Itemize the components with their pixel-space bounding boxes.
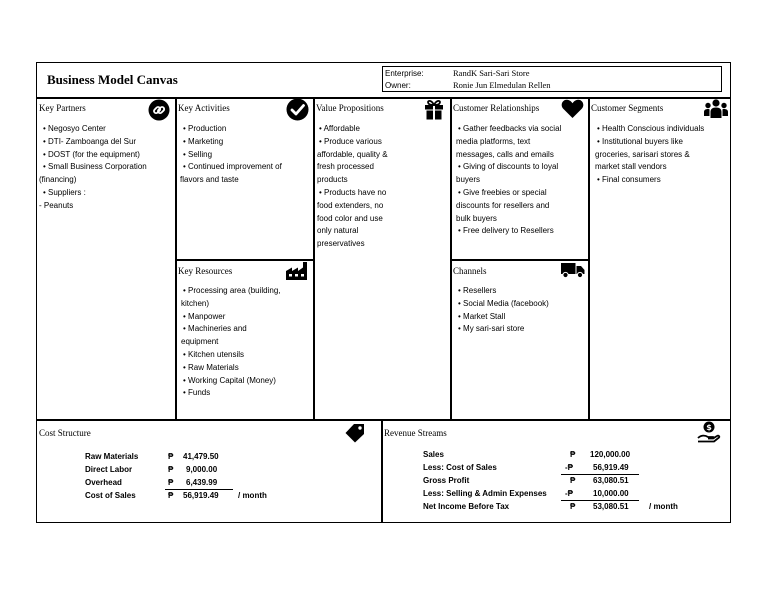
list-item: • Selling	[183, 149, 213, 159]
revenue-currency: ₱	[570, 502, 576, 511]
factory-icon	[285, 261, 309, 281]
cost-currency: ₱	[168, 452, 174, 461]
channels-title: Channels	[453, 266, 487, 276]
link-icon	[148, 99, 170, 121]
list-item: • Social Media (facebook)	[458, 298, 549, 308]
revenue-currency: ₱	[570, 450, 576, 459]
channels-divider	[450, 259, 588, 261]
list-item: • Give freebies or special	[458, 187, 547, 197]
revenue-label: Gross Profit	[423, 476, 470, 485]
sum-underline	[165, 489, 233, 490]
enterprise-box	[382, 66, 722, 92]
list-item: • Giving of discounts to loyal	[458, 162, 559, 172]
list-item: (financing)	[39, 175, 77, 185]
list-item: discounts for resellers and	[456, 200, 550, 210]
revenue-currency: ₱	[570, 476, 576, 485]
cost-label: Overhead	[85, 478, 122, 487]
key-partners-title: Key Partners	[39, 103, 86, 113]
list-item: equipment	[181, 337, 219, 347]
hand-money-icon	[697, 421, 721, 443]
revenue-label: Less: Cost of Sales	[423, 463, 497, 472]
revenue-currency: -₱	[565, 489, 573, 498]
revenue-value: 53,080.51	[593, 502, 629, 511]
key-partners-list	[39, 123, 147, 213]
revenue-label: Sales	[423, 450, 444, 459]
list-item: messages, calls and emails	[456, 149, 554, 159]
list-item: affordable, quality &	[317, 149, 388, 159]
list-item: food color and use	[317, 213, 383, 223]
list-item: • Marketing	[183, 136, 224, 146]
customer-segments-title: Customer Segments	[591, 103, 664, 113]
cost-value: 56,919.49	[183, 491, 219, 500]
list-item: • Machineries and	[183, 324, 247, 334]
list-item: • Small Business Corporation	[43, 162, 147, 172]
channels-list	[458, 285, 549, 336]
cost-currency: ₱	[168, 465, 174, 474]
list-item: • DOST (for the equipment)	[43, 149, 140, 159]
list-item: flavors and taste	[180, 175, 239, 185]
key-activities-list	[180, 123, 282, 187]
list-item: • DTI- Zamboanga del Sur	[43, 136, 137, 146]
customer-segments-list	[597, 123, 704, 187]
list-item: • Health Conscious individuals	[597, 124, 705, 133]
list-item: • Products have no	[319, 187, 387, 197]
list-item: • Working Capital (Money)	[183, 375, 276, 385]
cost-label: Cost of Sales	[85, 491, 136, 500]
owner-value: Ronie Jun Elmedulan Rellen	[453, 80, 551, 90]
list-item: • Continued improvement of	[183, 162, 282, 172]
list-item: • Production	[183, 124, 227, 133]
sum-underline	[561, 474, 639, 475]
cost-value: 41,479.50	[183, 452, 219, 461]
list-item: • Raw Materials	[183, 362, 239, 372]
revenue-value: 10,000.00	[593, 489, 629, 498]
revenue-currency: -₱	[565, 463, 573, 472]
truck-icon	[561, 263, 585, 278]
heart-icon	[561, 99, 584, 119]
list-item: only natural	[317, 226, 359, 236]
revenue-label: Net Income Before Tax	[423, 502, 510, 511]
list-item: • Funds	[183, 388, 211, 398]
list-item: groceries, sarisari stores &	[595, 149, 690, 159]
cost-currency: ₱	[168, 491, 174, 500]
cost-value: 6,439.99	[186, 478, 218, 487]
divider-1	[175, 97, 177, 419]
business-model-canvas	[36, 62, 731, 523]
revenue-value: 120,000.00	[590, 450, 631, 459]
revenue-value: 56,919.49	[593, 463, 629, 472]
gift-icon	[423, 98, 445, 120]
list-item: • Suppliers :	[43, 187, 86, 197]
revenue-period: / month	[649, 502, 678, 511]
tag-icon	[344, 423, 366, 443]
list-item: • Produce various	[319, 136, 382, 146]
enterprise-label: Enterprise:	[385, 69, 424, 78]
value-propositions-list	[319, 123, 388, 251]
svg-text:$: $	[706, 423, 712, 432]
bottom-divider	[37, 419, 730, 421]
list-item: • Processing area (building,	[183, 286, 281, 295]
cost-label: Direct Labor	[85, 465, 133, 474]
users-icon	[704, 99, 728, 119]
list-item: • Negosyo Center	[43, 124, 106, 133]
cost-value: 9,000.00	[186, 465, 218, 474]
list-item: • Final consumers	[597, 175, 661, 185]
list-item: • Institutional buyers like	[597, 136, 683, 146]
revenue-streams-title: Revenue Streams	[384, 428, 447, 438]
list-item: media platforms, text	[456, 136, 531, 146]
key-activities-title: Key Activities	[178, 103, 230, 113]
list-item: buyers	[456, 175, 481, 185]
customer-relationships-title: Customer Relationships	[453, 103, 540, 113]
list-item: preservatives	[317, 239, 365, 249]
sum-underline	[561, 500, 639, 501]
list-item: • Kitchen utensils	[183, 349, 245, 359]
check-circle-icon	[286, 98, 309, 121]
list-item: • Resellers	[458, 286, 497, 295]
page-title: Business Model Canvas	[47, 72, 178, 87]
cost-structure-title: Cost Structure	[39, 428, 91, 438]
owner-label: Owner:	[385, 81, 411, 90]
key-resources-list	[183, 285, 281, 400]
list-item: • Affordable	[319, 124, 360, 133]
enterprise-value: RandK Sari-Sari Store	[453, 68, 530, 78]
list-item: • Gather feedbacks via social	[458, 124, 562, 133]
list-item: food extenders, no	[317, 200, 384, 210]
list-item: • Manpower	[183, 311, 226, 321]
list-item: kitchen)	[181, 298, 210, 308]
revenue-value: 63,080.51	[593, 476, 629, 485]
divider-4	[588, 97, 590, 419]
bottom-middle-divider	[381, 419, 383, 522]
list-item: fresh processed	[317, 162, 374, 172]
divider-2	[313, 97, 315, 419]
list-item: products	[317, 175, 348, 185]
header-divider	[37, 97, 730, 99]
list-item: - Peanuts	[39, 200, 74, 210]
list-item: • Free delivery to Resellers	[458, 226, 554, 236]
divider-3	[450, 97, 452, 419]
key-resources-title: Key Resources	[178, 266, 233, 276]
cost-currency: ₱	[168, 478, 174, 487]
cost-label: Raw Materials	[85, 452, 139, 461]
customer-relationships-list	[458, 123, 561, 238]
cost-period: / month	[238, 491, 267, 500]
revenue-label: Less: Selling & Admin Expenses	[423, 489, 547, 498]
list-item: bulk buyers	[456, 213, 497, 223]
list-item: • Market Stall	[458, 311, 506, 321]
value-propositions-title: Value Propositions	[316, 103, 384, 113]
list-item: • My sari-sari store	[458, 324, 525, 334]
list-item: market stall vendors	[595, 162, 667, 172]
